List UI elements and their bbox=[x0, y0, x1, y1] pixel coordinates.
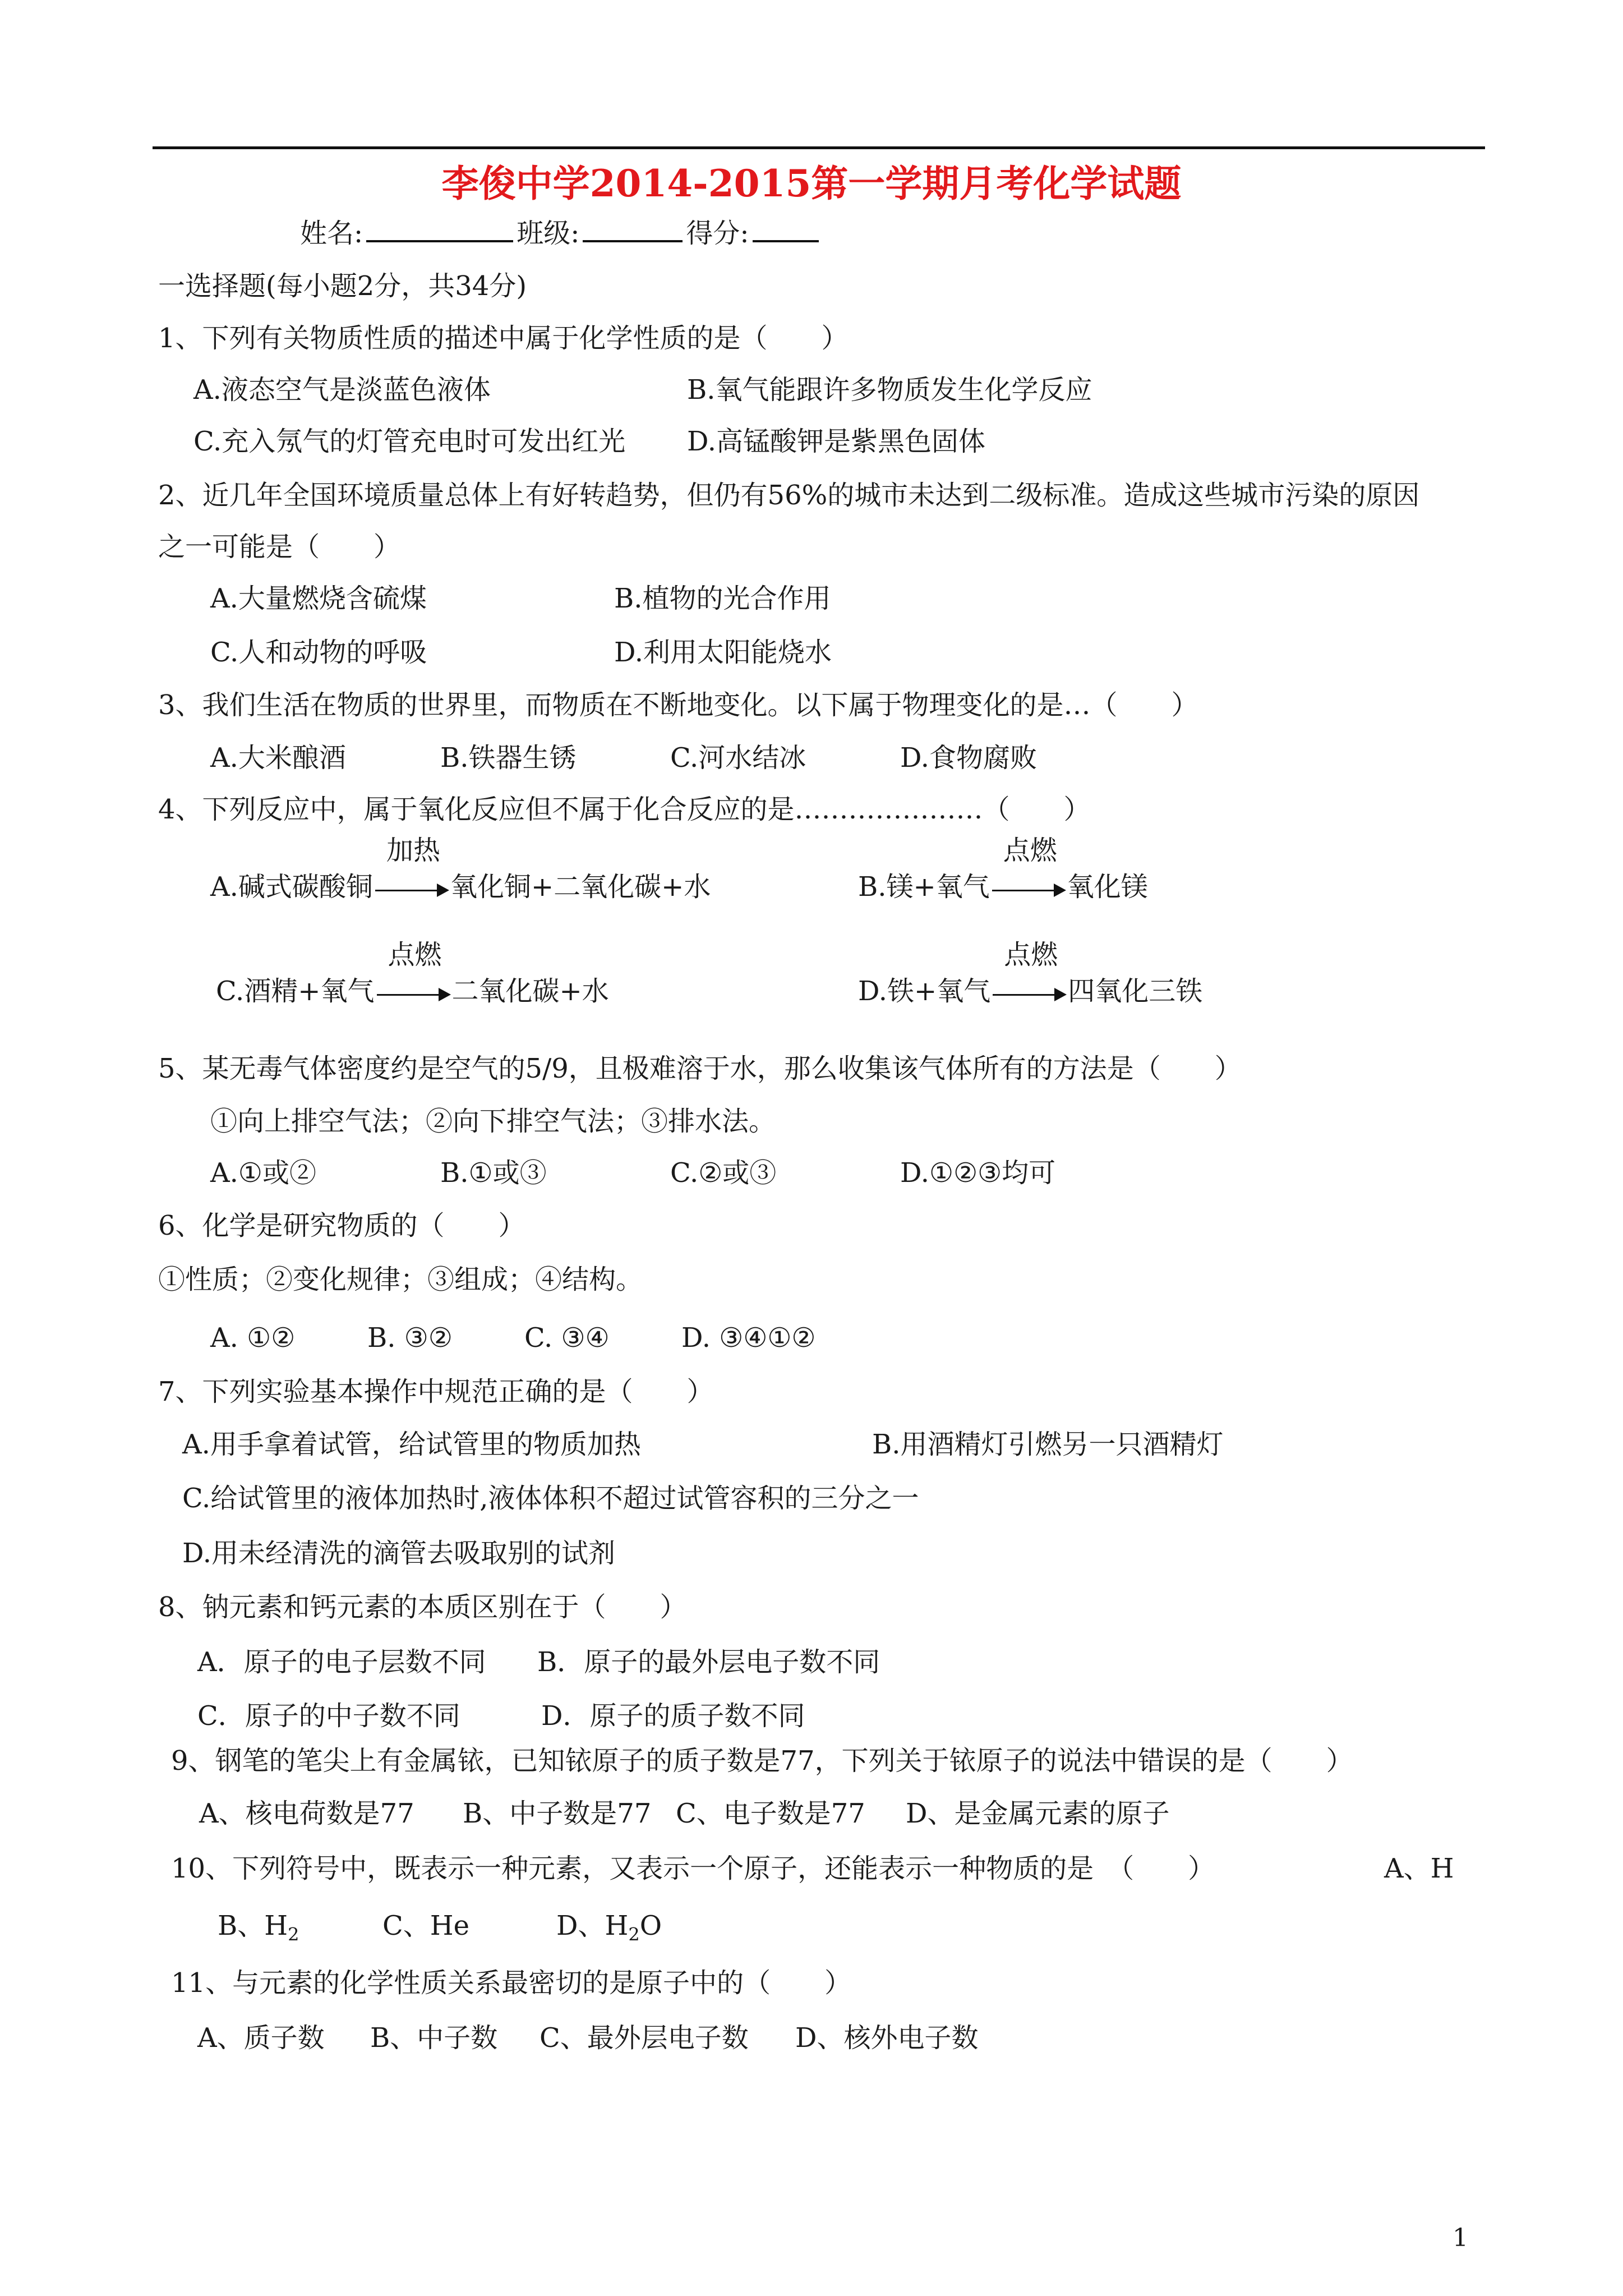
student-info-row bbox=[300, 213, 822, 253]
q10-option-c: C、He bbox=[382, 1910, 469, 1941]
q7-option-b: B.用酒精灯引燃另一只酒精灯 bbox=[872, 1429, 1224, 1460]
q2-stem-line1: 2、近几年全国环境质量总体上有好转趋势，但仍有56%的城市未达到二级标准。造成这些城市污染的原因 bbox=[158, 480, 1420, 511]
condition-label: 点燃 bbox=[1004, 939, 1058, 970]
q6-stem: 6、化学是研究物质的（ ） bbox=[158, 1210, 525, 1241]
score-blank[interactable] bbox=[753, 213, 819, 242]
q3-option-b: B.铁器生锈 bbox=[440, 742, 577, 774]
class-blank[interactable] bbox=[583, 213, 683, 242]
q3-option-a: A.大米酿酒 bbox=[210, 742, 346, 774]
q5-option-c: C.②或③ bbox=[670, 1157, 777, 1189]
q4-d-reactants: D.铁+氧气 bbox=[858, 976, 991, 1007]
q6-option-b: B. ③② bbox=[367, 1322, 453, 1354]
q10-option-d bbox=[556, 1906, 662, 1954]
q2-option-d: D.利用太阳能烧水 bbox=[614, 637, 832, 668]
q4-option-c bbox=[216, 939, 609, 1011]
q10-b-subscript: 2 bbox=[288, 1924, 299, 1945]
q4-b-products: 氧化镁 bbox=[1067, 871, 1148, 903]
q1-option-b: B.氧气能跟许多物质发生化学反应 bbox=[687, 374, 1092, 406]
reaction-arrow bbox=[990, 939, 1068, 1011]
q4-b-reactants: B.镁+氧气 bbox=[858, 871, 990, 903]
q7-stem: 7、下列实验基本操作中规范正确的是（ ） bbox=[158, 1376, 714, 1407]
reaction-arrow bbox=[990, 835, 1067, 907]
q10-stem: 10、下列符号中，既表示一种元素，又表示一个原子，还能表示一种物质的是 （ ） bbox=[171, 1853, 1215, 1884]
arrow-line bbox=[377, 994, 441, 996]
q8-option-b: B．原子的最外层电子数不同 bbox=[537, 1646, 880, 1678]
q2-option-c: C.人和动物的呼吸 bbox=[210, 637, 427, 668]
name-blank[interactable] bbox=[366, 213, 513, 242]
arrow-head-icon bbox=[439, 988, 451, 1001]
q9-option-b: B、中子数是77 bbox=[463, 1798, 652, 1829]
q10-option-b bbox=[218, 1906, 299, 1954]
reaction-arrow bbox=[373, 835, 450, 907]
score-label: 得分: bbox=[686, 218, 749, 249]
q11-option-d: D、核外电子数 bbox=[795, 2022, 979, 2054]
name-label: 姓名: bbox=[300, 218, 363, 249]
q7-option-a: A.用手拿着试管，给试管里的物质加热 bbox=[182, 1429, 641, 1460]
q4-d-products: 四氧化三铁 bbox=[1068, 976, 1203, 1007]
reaction-arrow bbox=[375, 939, 452, 1011]
q9-option-d: D、是金属元素的原子 bbox=[906, 1798, 1170, 1829]
class-label: 班级: bbox=[517, 218, 580, 249]
q9-option-c: C、电子数是77 bbox=[676, 1798, 865, 1829]
q6-option-a: A. ①② bbox=[210, 1322, 296, 1354]
q11-stem: 11、与元素的化学性质关系最密切的是原子中的（ ） bbox=[171, 1967, 852, 1999]
q9-option-a: A、核电荷数是77 bbox=[199, 1798, 414, 1829]
q3-stem: 3、我们生活在物质的世界里，而物质在不断地变化。以下属于物理变化的是…（ ） bbox=[158, 689, 1198, 721]
q4-option-d bbox=[858, 939, 1203, 1011]
arrow-head-icon bbox=[1054, 988, 1067, 1001]
q9-stem: 9、钢笔的笔尖上有金属铱，已知铱原子的质子数是77，下列关于铱原子的说法中错误的是（ ） bbox=[171, 1745, 1353, 1777]
section-heading: 一选择题(每小题2分，共34分) bbox=[158, 270, 527, 302]
q4-option-a bbox=[210, 835, 711, 907]
arrow-line bbox=[992, 890, 1056, 891]
q5-option-d: D.①②③均可 bbox=[900, 1157, 1056, 1189]
exam-title: 李俊中学2014-2015第一学期月考化学试题 bbox=[441, 162, 1182, 205]
q4-a-reactants: A.碱式碳酸铜 bbox=[210, 871, 373, 903]
q1-option-d: D.高锰酸钾是紫黑色固体 bbox=[687, 426, 986, 457]
q4-a-products: 氧化铜+二氧化碳+水 bbox=[450, 871, 711, 903]
page-number: 1 bbox=[1453, 2224, 1468, 2252]
q8-option-a: A．原子的电子层数不同 bbox=[197, 1646, 486, 1678]
condition-label: 加热 bbox=[386, 835, 440, 866]
condition-label: 点燃 bbox=[1003, 835, 1057, 866]
q11-option-a: A、质子数 bbox=[197, 2022, 325, 2054]
q6-option-c: C. ③④ bbox=[524, 1322, 610, 1354]
q5-option-b: B.①或③ bbox=[440, 1157, 547, 1189]
q11-option-b: B、中子数 bbox=[370, 2022, 498, 2054]
q10-option-a: A、H bbox=[1384, 1853, 1454, 1884]
q7-option-c: C.给试管里的液体加热时,液体体积不超过试管容积的三分之一 bbox=[182, 1483, 919, 1514]
q10-d-subscript: 2 bbox=[628, 1924, 640, 1945]
q2-option-b: B.植物的光合作用 bbox=[614, 583, 831, 614]
q4-c-reactants: C.酒精+氧气 bbox=[216, 976, 375, 1007]
q10-d-symbol: D、H bbox=[556, 1910, 629, 1941]
arrow-line bbox=[375, 890, 439, 891]
q7-option-d: D.用未经清洗的滴管去吸取别的试剂 bbox=[182, 1538, 616, 1569]
q5-option-a: A.①或② bbox=[210, 1157, 316, 1189]
q10-d-symbol-end: O bbox=[639, 1910, 662, 1941]
condition-label: 点燃 bbox=[388, 939, 442, 970]
arrow-line bbox=[993, 994, 1057, 996]
q1-option-c: C.充入氖气的灯管充电时可发出红光 bbox=[193, 426, 626, 457]
q3-option-c: C.河水结冰 bbox=[670, 742, 806, 774]
q3-option-d: D.食物腐败 bbox=[900, 742, 1038, 774]
q2-stem-line2: 之一可能是（ ） bbox=[158, 531, 401, 563]
q8-stem: 8、钠元素和钙元素的本质区别在于（ ） bbox=[158, 1591, 687, 1623]
q2-option-a: A.大量燃烧含硫煤 bbox=[210, 583, 427, 614]
arrow-head-icon bbox=[437, 884, 449, 897]
q6-items: ①性质；②变化规律；③组成；④结构。 bbox=[158, 1264, 643, 1295]
arrow-head-icon bbox=[1054, 884, 1066, 897]
q11-option-c: C、最外层电子数 bbox=[540, 2022, 749, 2054]
q1-option-a: A.液态空气是淡蓝色液体 bbox=[193, 374, 491, 406]
q8-option-c: C．原子的中子数不同 bbox=[197, 1700, 460, 1732]
q8-option-d: D．原子的质子数不同 bbox=[541, 1700, 805, 1732]
q5-methods: ①向上排空气法；②向下排空气法；③排水法。 bbox=[210, 1106, 776, 1137]
q4-option-b bbox=[858, 835, 1148, 907]
q5-stem: 5、某无毒气体密度约是空气的5/9，且极难溶于水，那么收集该气体所有的方法是（ ） bbox=[158, 1053, 1242, 1084]
q4-c-products: 二氧化碳+水 bbox=[451, 976, 609, 1007]
q10-b-symbol: B、H bbox=[218, 1910, 288, 1941]
q4-stem: 4、下列反应中，属于氧化反应但不属于化合反应的是…………………（ ） bbox=[158, 794, 1091, 825]
header-rule bbox=[153, 146, 1485, 149]
q6-option-d: D. ③④①② bbox=[681, 1322, 816, 1354]
q1-stem: 1、下列有关物质性质的描述中属于化学性质的是（ ） bbox=[158, 323, 849, 354]
